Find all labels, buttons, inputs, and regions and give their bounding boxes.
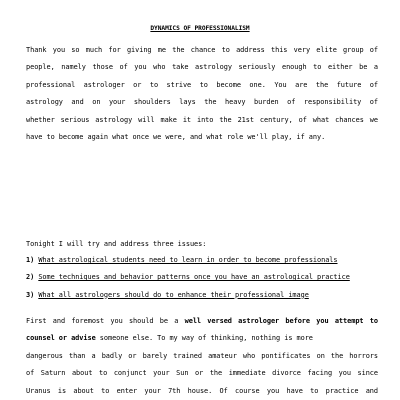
emphasis-text: counsel or advise [26, 334, 96, 343]
intro-paragraph [26, 42, 378, 146]
first-paragraph [26, 313, 378, 400]
intro-line: astrology and on your shoulders lays the heavy burden of responsibility of [26, 98, 378, 107]
intro-line: have to become again what once we were, and what role we'll play, if any. [26, 132, 326, 141]
issue-item [26, 252, 378, 269]
issues-intro [26, 236, 378, 253]
issues-intro-line: Tonight I will try and address three issues: [26, 240, 207, 248]
document-title: DYNAMICS OF PROFESSIONALISM [150, 25, 250, 32]
first-line-text: First and foremost you should be a [26, 317, 185, 325]
first-paragraph-line [26, 313, 378, 330]
issue-text: What astrological students need to learn in order to become professionals [38, 256, 338, 264]
first-paragraph-line [26, 330, 378, 347]
intro-line: people, namely those of you who take astrology seriously enough to either be a [26, 63, 378, 72]
issue-text: Some techniques and behavior patterns once you have an astrological practice [38, 273, 350, 282]
issue-number: 2) [26, 273, 35, 282]
issue-number: 3) [26, 290, 35, 299]
intro-line: whether serious astrology will make it into the 21st century, of what chances we [26, 115, 378, 124]
second-line-text: someone else. To my way of thinking, nothing is more [95, 334, 313, 343]
issue-number: 1) [26, 256, 35, 264]
issues-list [26, 252, 378, 304]
issue-text: What all astrologers should do to enhance their professional image [38, 290, 309, 299]
first-paragraph-line: dangerous than a badly or barely trained amateur who pontificates on the horrors [26, 351, 378, 360]
intro-line: professional astrologer or to strive to become one. You are the future of [26, 80, 378, 89]
intro-line: Thank you so much for giving me the chance to address this very elite group of [26, 46, 378, 54]
first-paragraph-line: of Saturn about to conjunct your Sun or the immediate divorce facing you since [26, 369, 378, 378]
first-paragraph-line: Uranus is about to enter your 7th house. Of course you have to practice and [26, 386, 378, 395]
issue-item [26, 269, 378, 286]
emphasis-text: well versed astrologer before you attempt to [184, 317, 378, 325]
issue-item [26, 287, 378, 304]
